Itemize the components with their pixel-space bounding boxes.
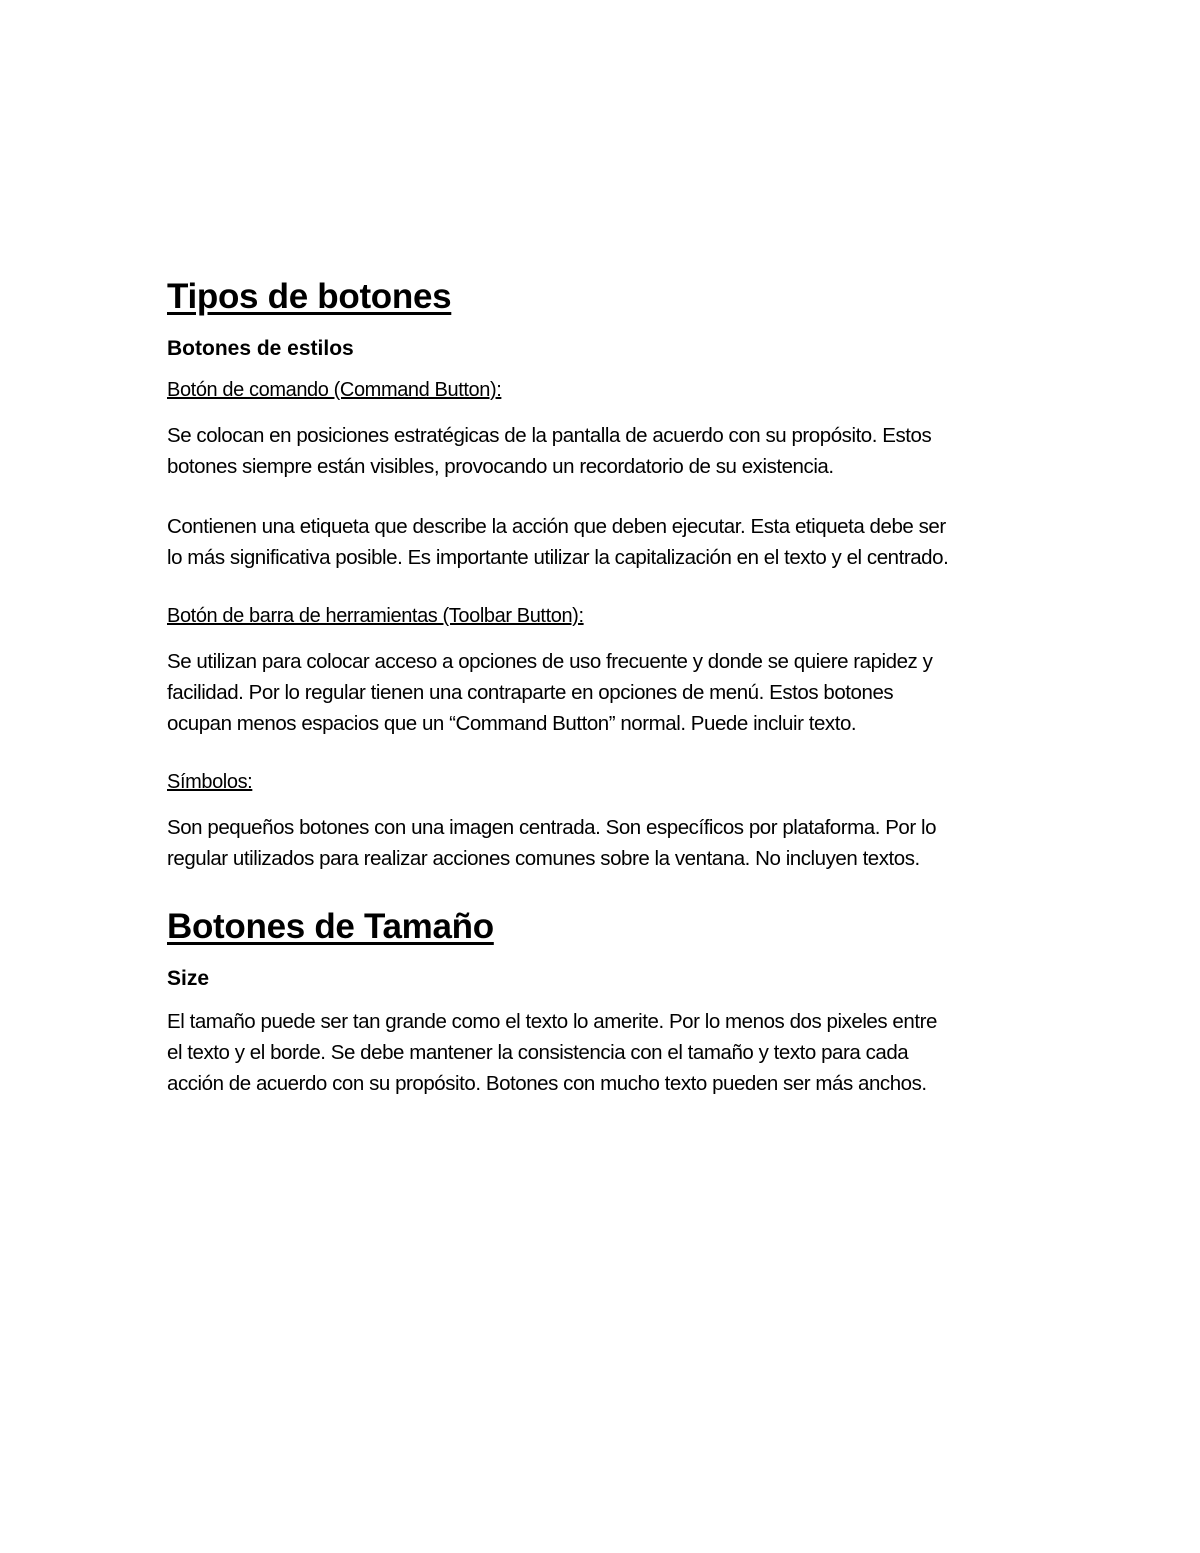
- paragraph-size: El tamaño puede ser tan grande como el texto lo amerite. Por lo menos dos pixeles entre el texto y el borde. Se debe mantener la consistencia con el tamaño y texto para cada acción de acuerdo con su propósito. Botones con mucho texto pueden ser más anchos.: [167, 1010, 937, 1095]
- heading-botones-de-estilos: Botones de estilos: [167, 337, 354, 360]
- subheading-simbolos: Símbolos:: [167, 771, 253, 793]
- paragraph-command-button-1: Se colocan en posiciones estratégicas de la pantalla de acuerdo con su propósito. Estos botones siempre están visibles, provocando un recordatorio de su existencia.: [167, 424, 932, 478]
- title-tipos-de-botones: Tipos de botones: [167, 277, 452, 316]
- title-botones-de-tamano: Botones de Tamaño: [167, 907, 494, 946]
- paragraph-command-button-2: Contienen una etiqueta que describe la acción que deben ejecutar. Esta etiqueta debe ser lo más significativa posible. Es importante utilizar la capitalización en el texto y el centrado.: [167, 515, 949, 569]
- subheading-toolbar-button: Botón de barra de herramientas (Toolbar Button):: [167, 605, 584, 627]
- paragraph-toolbar-button: Se utilizan para colocar acceso a opciones de uso frecuente y donde se quiere rapidez y facilidad. Por lo regular tienen una contraparte en opciones de menú. Estos botones ocupan menos espacios que un “Command Button” normal. Puede incluir texto.: [167, 650, 933, 735]
- subheading-command-button: Botón de comando (Command Button):: [167, 379, 502, 401]
- document-page: [167, 272, 957, 1099]
- heading-size: Size: [167, 967, 210, 990]
- paragraph-simbolos: Son pequeños botones con una imagen centrada. Son específicos por plataforma. Por lo regular utilizados para realizar acciones comunes sobre la ventana. No incluyen textos.: [167, 816, 937, 870]
